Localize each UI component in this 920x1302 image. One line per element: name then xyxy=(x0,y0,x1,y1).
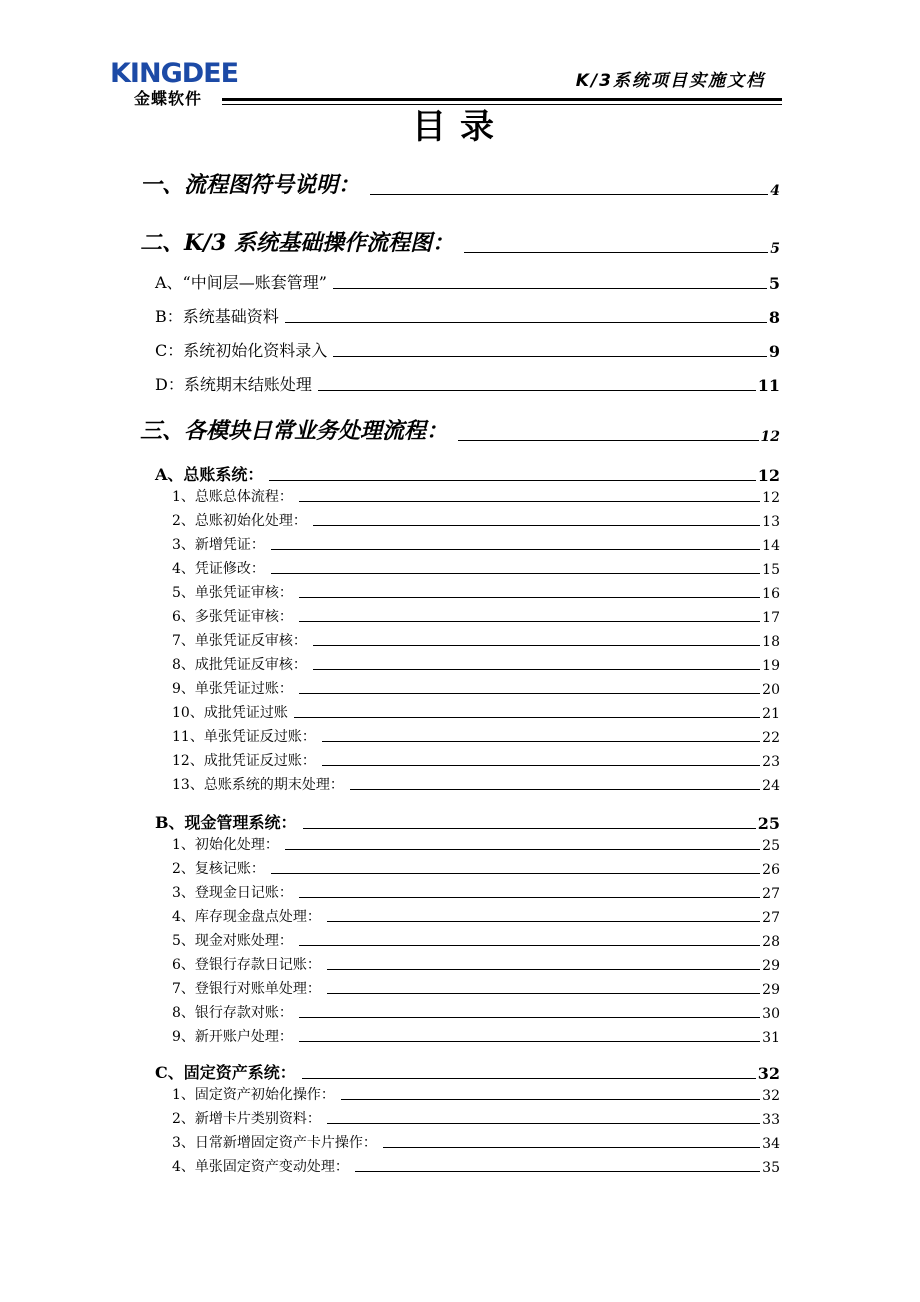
toc-page-number: 5 xyxy=(768,274,780,293)
toc-entry[interactable] xyxy=(155,338,780,361)
toc-page-number: 12 xyxy=(757,466,780,485)
toc-page-number: 15 xyxy=(762,562,780,578)
toc-entry[interactable] xyxy=(172,834,780,854)
toc-page-number: 34 xyxy=(762,1136,780,1152)
toc-page-number: 5 xyxy=(770,241,780,257)
toc-leader-line xyxy=(299,597,760,598)
toc-page-number: 22 xyxy=(762,730,780,746)
toc-leader-line xyxy=(327,993,760,994)
toc-leader-line xyxy=(271,549,760,550)
toc-entry[interactable] xyxy=(155,270,780,293)
toc-page-number: 26 xyxy=(762,862,780,878)
toc-page-number: 17 xyxy=(762,610,780,626)
toc-title: 目录 xyxy=(412,107,508,147)
toc-page-number: 8 xyxy=(768,308,780,327)
toc-leader-line xyxy=(322,741,760,742)
toc-entry[interactable] xyxy=(172,906,780,926)
toc-leader-line xyxy=(341,1099,760,1100)
toc-page-number: 16 xyxy=(762,586,780,602)
toc-leader-line xyxy=(327,1123,760,1124)
toc-entry-label: A、“中间层—账套管理” xyxy=(155,273,327,292)
toc-entry[interactable] xyxy=(172,726,780,746)
toc-entry[interactable] xyxy=(172,1084,780,1104)
toc-leader-line xyxy=(299,501,760,502)
toc-page-number: 12 xyxy=(762,490,780,506)
toc-page-number: 29 xyxy=(762,958,780,974)
toc-leader-line xyxy=(299,1041,760,1042)
toc-entry-label: 3、日常新增固定资产卡片操作： xyxy=(172,1135,377,1151)
toc-page-number: 28 xyxy=(762,934,780,950)
toc-entry-label: 1、初始化处理： xyxy=(172,837,279,853)
toc-leader-line xyxy=(269,480,755,481)
toc-entry-label: D：系统期末结账处理 xyxy=(155,375,312,394)
toc-leader-line xyxy=(294,717,760,718)
toc-leader-line xyxy=(327,969,760,970)
toc-entry-label: 2、复核记账： xyxy=(172,861,265,877)
toc-leader-line xyxy=(313,645,760,646)
toc-leader-line xyxy=(299,1017,760,1018)
toc-page-number: 27 xyxy=(762,910,780,926)
toc-entry[interactable] xyxy=(140,168,780,199)
toc-leader-line xyxy=(464,252,768,253)
toc-leader-line xyxy=(333,288,767,289)
toc-entry-label: B：系统基础资料 xyxy=(155,307,279,326)
toc-entry-label: C、固定资产系统： xyxy=(155,1063,296,1082)
toc-entry-label: 2、新增卡片类别资料： xyxy=(172,1111,321,1127)
logo-text: KINGDEE xyxy=(110,58,239,89)
toc-leader-line xyxy=(299,945,760,946)
toc-entry[interactable] xyxy=(172,486,780,506)
toc-page-number: 33 xyxy=(762,1112,780,1128)
toc-entry-label: 6、多张凭证审核： xyxy=(172,609,293,625)
toc-page-number: 9 xyxy=(768,342,780,361)
toc-leader-line xyxy=(299,897,760,898)
toc-entry[interactable] xyxy=(140,226,780,257)
toc-page-number: 11 xyxy=(757,376,780,395)
toc-page-number: 25 xyxy=(762,838,780,854)
toc-page-number: 14 xyxy=(762,538,780,554)
toc-entry[interactable] xyxy=(172,558,780,578)
toc-page-number: 32 xyxy=(762,1088,780,1104)
toc-leader-line xyxy=(285,322,767,323)
toc-page-number: 4 xyxy=(770,183,780,199)
toc-entry-label: 13、总账系统的期末处理： xyxy=(172,777,344,793)
toc-entry-label: 5、现金对账处理： xyxy=(172,933,293,949)
toc-entry-label: 3、登现金日记账： xyxy=(172,885,293,901)
toc-leader-line xyxy=(271,573,760,574)
toc-leader-line xyxy=(299,621,760,622)
toc-page-number: 31 xyxy=(762,1030,780,1046)
toc-entry-label: 2、总账初始化处理： xyxy=(172,513,307,529)
toc-leader-line xyxy=(303,828,756,829)
toc-entry-label: 二、K/3 系统基础操作流程图： xyxy=(140,230,455,256)
toc-entry[interactable] xyxy=(155,304,780,327)
toc-entry[interactable] xyxy=(172,606,780,626)
toc-leader-line xyxy=(322,765,760,766)
toc-entry[interactable] xyxy=(172,534,780,554)
toc-entry-label: 9、单张凭证过账： xyxy=(172,681,293,697)
document-title: K/3系统项目实施文档 xyxy=(575,71,765,91)
toc-leader-line xyxy=(318,390,756,391)
header-rule-thin xyxy=(222,104,782,105)
toc-entry-label: 11、单张凭证反过账： xyxy=(172,729,316,745)
toc-leader-line xyxy=(299,693,760,694)
toc-page-number: 35 xyxy=(762,1160,780,1176)
toc-entry[interactable] xyxy=(172,1132,780,1152)
toc-leader-line xyxy=(458,440,759,441)
toc-entry-label: 3、新增凭证： xyxy=(172,537,265,553)
toc-entry-label: 4、凭证修改： xyxy=(172,561,265,577)
toc-entry-label: 5、单张凭证审核： xyxy=(172,585,293,601)
toc-entry-label: 1、固定资产初始化操作： xyxy=(172,1087,335,1103)
toc-entry[interactable] xyxy=(172,510,780,530)
toc-entry-label: A、总账系统： xyxy=(155,465,264,484)
toc-entry-label: 8、成批凭证反审核： xyxy=(172,657,307,673)
toc-entry[interactable] xyxy=(172,654,780,674)
toc-page-number: 18 xyxy=(762,634,780,650)
toc-leader-line xyxy=(313,525,760,526)
toc-entry[interactable] xyxy=(172,630,780,650)
toc-entry-label: 9、新开账户处理： xyxy=(172,1029,293,1045)
toc-page-number: 13 xyxy=(762,514,780,530)
toc-leader-line xyxy=(350,789,760,790)
toc-entry-label: 7、登银行对账单处理： xyxy=(172,981,321,997)
toc-entry-label: C：系统初始化资料录入 xyxy=(155,341,328,360)
toc-entry[interactable] xyxy=(172,930,780,950)
toc-entry[interactable] xyxy=(172,582,780,602)
toc-leader-line xyxy=(333,356,767,357)
toc-entry-label: 6、登银行存款日记账： xyxy=(172,957,321,973)
toc-entry[interactable] xyxy=(155,372,780,395)
toc-entry[interactable] xyxy=(172,1026,780,1046)
toc-entry[interactable] xyxy=(155,1060,780,1083)
logo-subtext: 金蝶软件 xyxy=(134,89,203,108)
toc-page-number: 32 xyxy=(757,1064,780,1083)
toc-leader-line xyxy=(327,921,760,922)
toc-entry[interactable] xyxy=(172,750,780,770)
toc-entry[interactable] xyxy=(172,678,780,698)
toc-entry-label: 1、总账总体流程： xyxy=(172,489,293,505)
toc-entry[interactable] xyxy=(172,1002,780,1022)
toc-entry-label: 12、成批凭证反过账： xyxy=(172,753,316,769)
toc-entry-label: 4、库存现金盘点处理： xyxy=(172,909,321,925)
toc-page-number: 12 xyxy=(760,429,780,445)
kingdee-logo xyxy=(110,60,238,110)
toc-entry[interactable] xyxy=(172,1156,780,1176)
toc-entry[interactable] xyxy=(172,702,780,722)
toc-entry[interactable] xyxy=(155,810,780,833)
toc-entry-label: 7、单张凭证反审核： xyxy=(172,633,307,649)
toc-page-number: 19 xyxy=(762,658,780,674)
toc-leader-line xyxy=(302,1078,756,1079)
toc-entry[interactable] xyxy=(155,462,780,485)
toc-leader-line xyxy=(285,849,760,850)
toc-leader-line xyxy=(355,1171,760,1172)
toc-entry[interactable] xyxy=(140,414,780,445)
toc-entry-label: 8、银行存款对账： xyxy=(172,1005,293,1021)
toc-page-number: 25 xyxy=(757,814,780,833)
toc-page-number: 20 xyxy=(762,682,780,698)
header-rule xyxy=(222,98,782,101)
toc-page-number: 27 xyxy=(762,886,780,902)
toc-entry[interactable] xyxy=(172,774,780,794)
toc-entry-label: 一、流程图符号说明： xyxy=(140,172,361,198)
toc-entry[interactable] xyxy=(172,954,780,974)
toc-page-number: 30 xyxy=(762,1006,780,1022)
toc-entry-label: 三、各模块日常业务处理流程： xyxy=(140,418,449,444)
toc-entry-label: 10、成批凭证过账 xyxy=(172,705,288,721)
toc-entry[interactable] xyxy=(172,1108,780,1128)
toc-entry[interactable] xyxy=(172,858,780,878)
toc-leader-line xyxy=(313,669,760,670)
toc-page-number: 24 xyxy=(762,778,780,794)
toc-leader-line xyxy=(271,873,760,874)
toc-page-number: 23 xyxy=(762,754,780,770)
toc-entry-label: 4、单张固定资产变动处理： xyxy=(172,1159,349,1175)
page-header xyxy=(0,0,920,120)
toc-entry-label: B、现金管理系统： xyxy=(155,813,297,832)
toc-leader-line xyxy=(370,194,768,195)
toc-leader-line xyxy=(383,1147,760,1148)
toc-entry[interactable] xyxy=(172,882,780,902)
toc-entry[interactable] xyxy=(172,978,780,998)
toc-page-number: 21 xyxy=(762,706,780,722)
toc-page-number: 29 xyxy=(762,982,780,998)
